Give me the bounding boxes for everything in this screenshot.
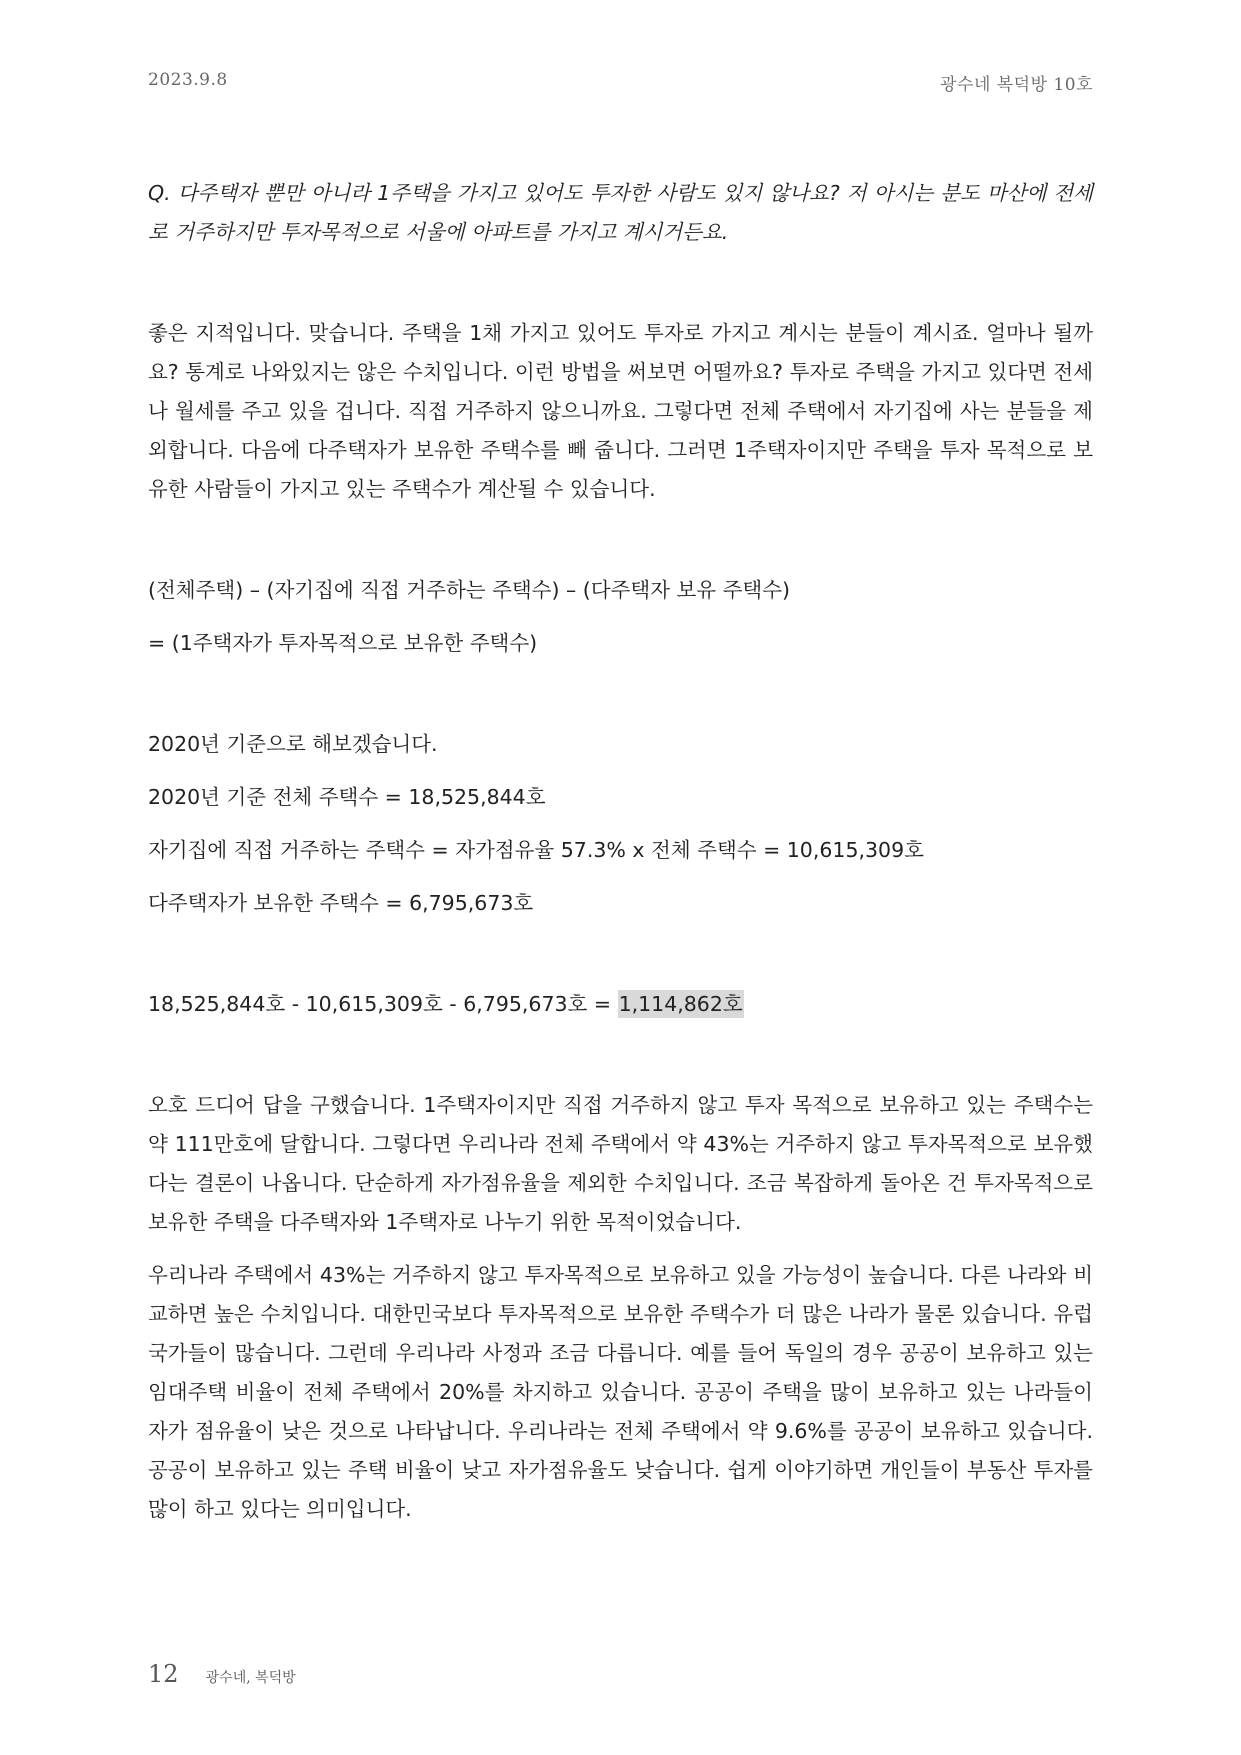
calc-intro: 2020년 기준으로 해보겠습니다. xyxy=(148,732,438,756)
paragraph-conclusion: 오호 드디어 답을 구했습니다. 1주택자이지만 직접 거주하지 않고 투자 목적으로 보유하고 있는 주택수는 약 111만호에 달합니다. 그렇다면 우리나라 전체 주택에서 약 43%는 거주하지 않고 투자목적으로 보유했다는 결론이 나옵니다. 단순하게 자가점유율을 제외한 수치입니다. 조금 복잡하게 돌아온 건 투자목적으로 보유한 주택을 다주택자와 1주택자로 나누기 위한 목적이었습니다. xyxy=(148,1093,1093,1234)
spacer xyxy=(148,610,1093,624)
header-issue: 광수네 복덕방 10호 xyxy=(940,75,1093,95)
spacer xyxy=(148,509,1093,571)
calc-multi-owner: 다주택자가 보유한 주택수 = 6,795,673호 xyxy=(148,891,534,915)
spacer xyxy=(148,1024,1093,1086)
spacer xyxy=(148,870,1093,884)
spacer xyxy=(148,1242,1093,1256)
spacer xyxy=(148,252,1093,314)
calc-total-housing: 2020년 기준 전체 주택수 = 18,525,844호 xyxy=(148,785,546,809)
paragraph-comparison: 우리나라 주택에서 43%는 거주하지 않고 투자목적으로 보유하고 있을 가능성이 높습니다. 다른 나라와 비교하면 높은 수치입니다. 대한민국보다 투자목적으로 보유한 주택수가 더 많은 나라가 물론 있습니다. 유럽 국가들이 많습니다. 그런데 우리나라 사정과 조금 다릅니다. 예를 들어 독일의 경우 공공이 보유하고 있는 임대주택 비율이 전체 주택에서 20%를 차지하고 있습니다. 공공이 주택을 많이 보유하고 있는 나라들이 자가 점유율이 낮은 것으로 나타납니다. 우리나라는 전체 주택에서 약 9.6%를 공공이 보유하고 있습니다. 공공이 보유하고 있는 주택 비율이 낮고 자가점유율도 낮습니다. 쉽게 이야기하면 개인들이 부동산 투자를 많이 하고 있다는 의미입니다. xyxy=(148,1263,1093,1521)
answer-intro: 좋은 지적입니다. 맞습니다. 주택을 1채 가지고 있어도 투자로 가지고 계시는 분들이 계시죠. 얼마나 될까요? 통계로 나와있지는 않은 수치입니다. 이런 방법을 써보면 어떨까요? 투자로 주택을 가지고 있다면 전세나 월세를 주고 있을 겁니다. 직접 거주하지 않으니까요. 그렇다면 전체 주택에서 자기집에 사는 분들을 제외합니다. 다음에 다주택자가 보유한 주택수를 빼 줍니다. 그러면 1주택자이지만 주택을 투자 목적으로 보유한 사람들이 가지고 있는 주택수가 계산될 수 있습니다. xyxy=(148,321,1093,501)
spacer xyxy=(148,817,1093,831)
calc-result-highlight: 1,114,862호 xyxy=(618,992,743,1016)
formula-line-2: = (1주택자가 투자목적으로 보유한 주택수) xyxy=(148,631,538,655)
formula-line-1: (전체주택) – (자기집에 직접 거주하는 주택수) – (다주택자 보유 주택수) xyxy=(148,578,791,602)
calc-result-expression: 18,525,844호 - 10,615,309호 - 6,795,673호 = xyxy=(148,992,618,1016)
header-date: 2023.9.8 xyxy=(148,70,228,90)
spacer xyxy=(148,923,1093,985)
spacer xyxy=(148,663,1093,725)
question-text: Q. 다주택자 뿐만 아니라 1주택을 가지고 있어도 투자한 사람도 있지 않나요? 저 아시는 분도 마산에 전세로 거주하지만 투자목적으로 서울에 아파트를 가지고 계시거든요. xyxy=(148,181,1093,244)
calc-owner-occupied: 자기집에 직접 거주하는 주택수 = 자가점유율 57.3% x 전체 주택수 = 10,615,309호 xyxy=(148,838,924,862)
page-number: 12 xyxy=(148,1660,179,1688)
calc-result xyxy=(148,985,1093,1024)
article-body xyxy=(148,174,1093,1529)
spacer xyxy=(148,764,1093,778)
page-footer xyxy=(148,1660,296,1688)
publication-name: 광수네, 복덕방 xyxy=(205,1670,296,1686)
